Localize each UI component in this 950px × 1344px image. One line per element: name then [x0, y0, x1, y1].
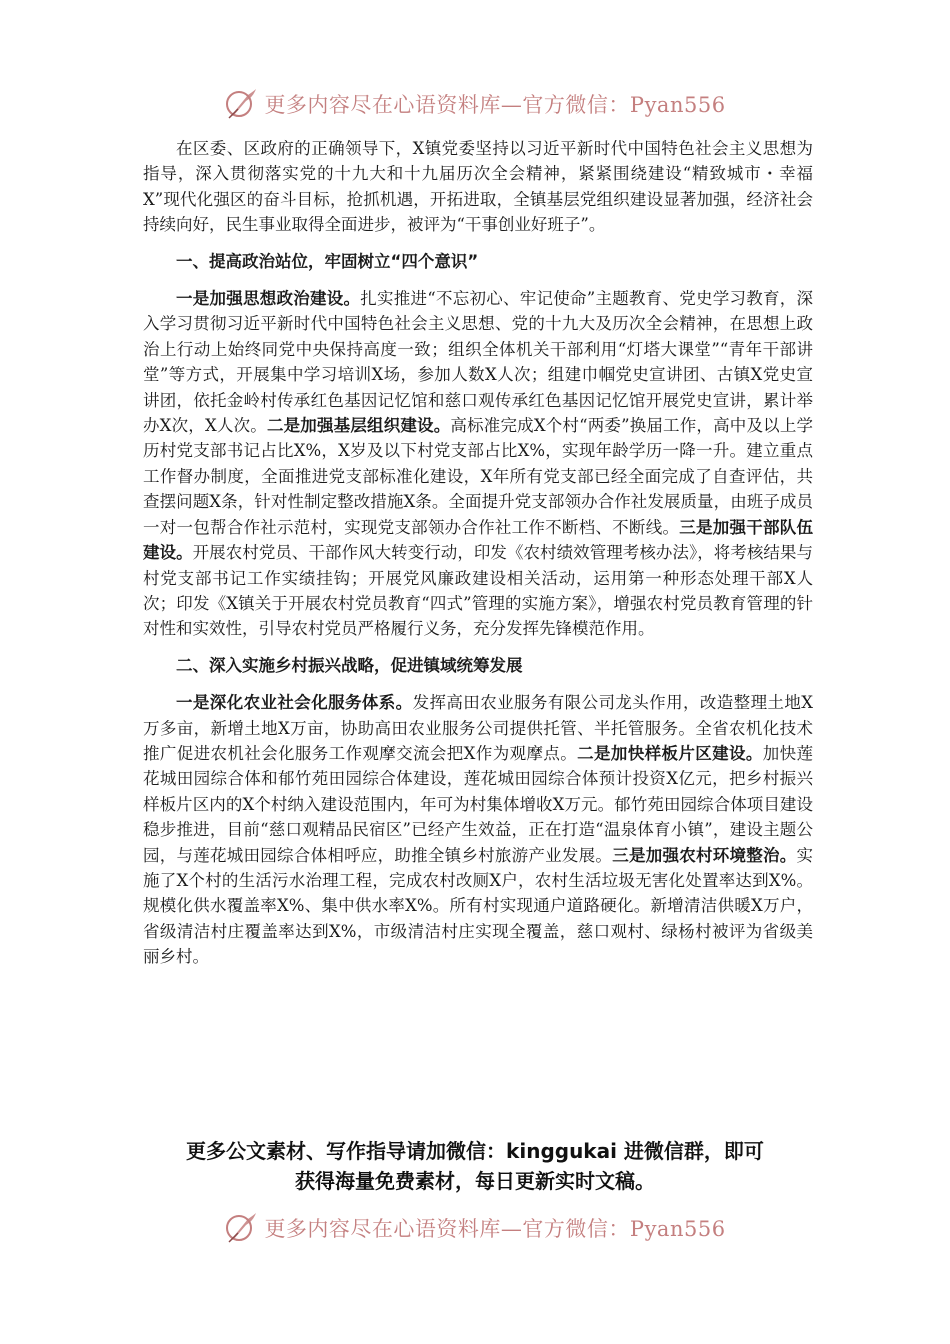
section-2-heading: 二、深入实施乡村振兴战略，促进镇域统筹发展: [176, 655, 523, 675]
promo-line-1: 更多公文素材、写作指导请加微信：kinggukai 进微信群，即可: [186, 1139, 764, 1163]
section-2-paragraph: [143, 690, 813, 969]
section-2-text-3: 实施了X个村的生活污水治理工程，完成农村改厕X户，农村生活垃圾无害化处置率达到X%。规模化供水覆盖率X%、集中供水率X%。所有村实现通户道路硬化。新增清洁供暖X万户，省级清洁村庄覆盖率达到X%，市级清洁村庄实现全覆盖，慈口观村、绿杨村被评为省级美丽乡村。: [143, 845, 814, 967]
intro-paragraph: 在区委、区政府的正确领导下，X镇党委坚持以习近平新时代中国特色社会主义思想为指导，深入贯彻落实党的十九大和十九届历次全会精神，紧紧围绕建设“精致城市・幸福X”现代化强区的奋斗目标，抢抓机遇，开拓进取，全镇基层党组织建设显著加强，经济社会持续向好，民生事业取得全面进步，被评为“干事创业好班子”。: [143, 139, 813, 235]
section-1-paragraph: [143, 286, 813, 642]
watermark-text: 更多内容尽在心语资料库—官方微信：Pyan556: [264, 1217, 726, 1241]
section-1-lead-1: 一是加强思想政治建设。: [176, 289, 361, 309]
section-2-text-2: 加快莲花城田园综合体和郁竹苑田园综合体建设，莲花城田园综合体预计投资X亿元，把乡村振兴样板片区内的X个村纳入建设范围内，年可为村集体增收X万元。郁竹苑田园综合体项目建设稳步推进，目前“慈口观精品民宿区”已经产生效益，正在打造“温泉体育小镇”，建设主题公园，与莲花城田园综合体相呼应，助推全镇乡村旅游产业发展。: [143, 743, 814, 865]
section-2-lead-2: 二是加快样板片区建设。: [577, 743, 763, 763]
document-body: [143, 136, 813, 970]
promo-notice: [120, 1136, 830, 1196]
section-1-text-3: 开展农村党员、干部作风大转变行动，印发《农村绩效管理考核办法》，将考核结果与村党支部书记工作实绩挂钩；开展党风廉政建设相关活动，运用第一种形态处理干部X人次；印发《X镇关于开展农村党员教育“四式”管理的实施方案》，增强农村党员教育管理的针对性和实效性，引导农村党员严格履行义务，充分发挥先锋模范作用。: [143, 543, 814, 639]
section-1-heading: 一、提高政治站位，牢固树立“四个意识”: [176, 251, 479, 271]
watermark-header: [0, 82, 950, 126]
promo-line-2: 获得海量免费素材，每日更新实时文稿。: [295, 1169, 655, 1193]
section-2-lead-3: 三是加强农村环境整治。: [612, 845, 797, 865]
quill-logo-icon: [224, 1211, 258, 1245]
section-1-text-1: 扎实推进“不忘初心、牢记使命”主题教育、党史学习教育，深入学习贯彻习近平新时代中国特色社会主义思想、党的十九大及历次全会精神，在思想上政治上行动上始终同党中央保持高度一致；组织全体机关干部利用“灯塔大课堂”“青年干部讲堂”等方式，开展集中学习培训X场，参加人数X人次；组建巾帼党史宣讲团、古镇X党史宣讲团，依托金岭村传承红色基因记忆馆和慈口观传承红色基因记忆馆开展党史宣讲，累计举办X次，X人次。: [143, 289, 814, 436]
quill-logo-icon: [224, 87, 258, 121]
section-1-text-2: 高标准完成X个村“两委”换届工作，高中及以上学历村党支部书记占比X%，X岁及以下村党支部占比X%，实现年龄学历一降一升。建立重点工作督办制度，全面推进党支部标准化建设，X年所有党支部已经全面完成了自查评估，共查摆问题X条，针对性制定整改措施X条。全面提升党支部领办合作社发展质量，由班子成员一对一包帮合作社示范村，实现党支部领办合作社工作不断档、不断线。: [143, 416, 813, 537]
watermark-text: 更多内容尽在心语资料库—官方微信：Pyan556: [264, 93, 726, 117]
section-2-text-1: 发挥高田农业服务有限公司龙头作用，改造整理土地X万多亩，新增土地X万亩，协助高田农业服务公司提供托管、半托管服务。全省农机化技术推广促进农机社会化服务工作观摩交流会把X作为观摩点。: [143, 693, 814, 763]
section-2-lead-1: 一是深化农业社会化服务体系。: [176, 693, 413, 713]
section-1-lead-2: 二是加强基层组织建设。: [266, 416, 451, 436]
watermark-footer: [0, 1206, 950, 1250]
section-1-lead-3: 三是加强干部队伍建设。: [143, 517, 814, 563]
